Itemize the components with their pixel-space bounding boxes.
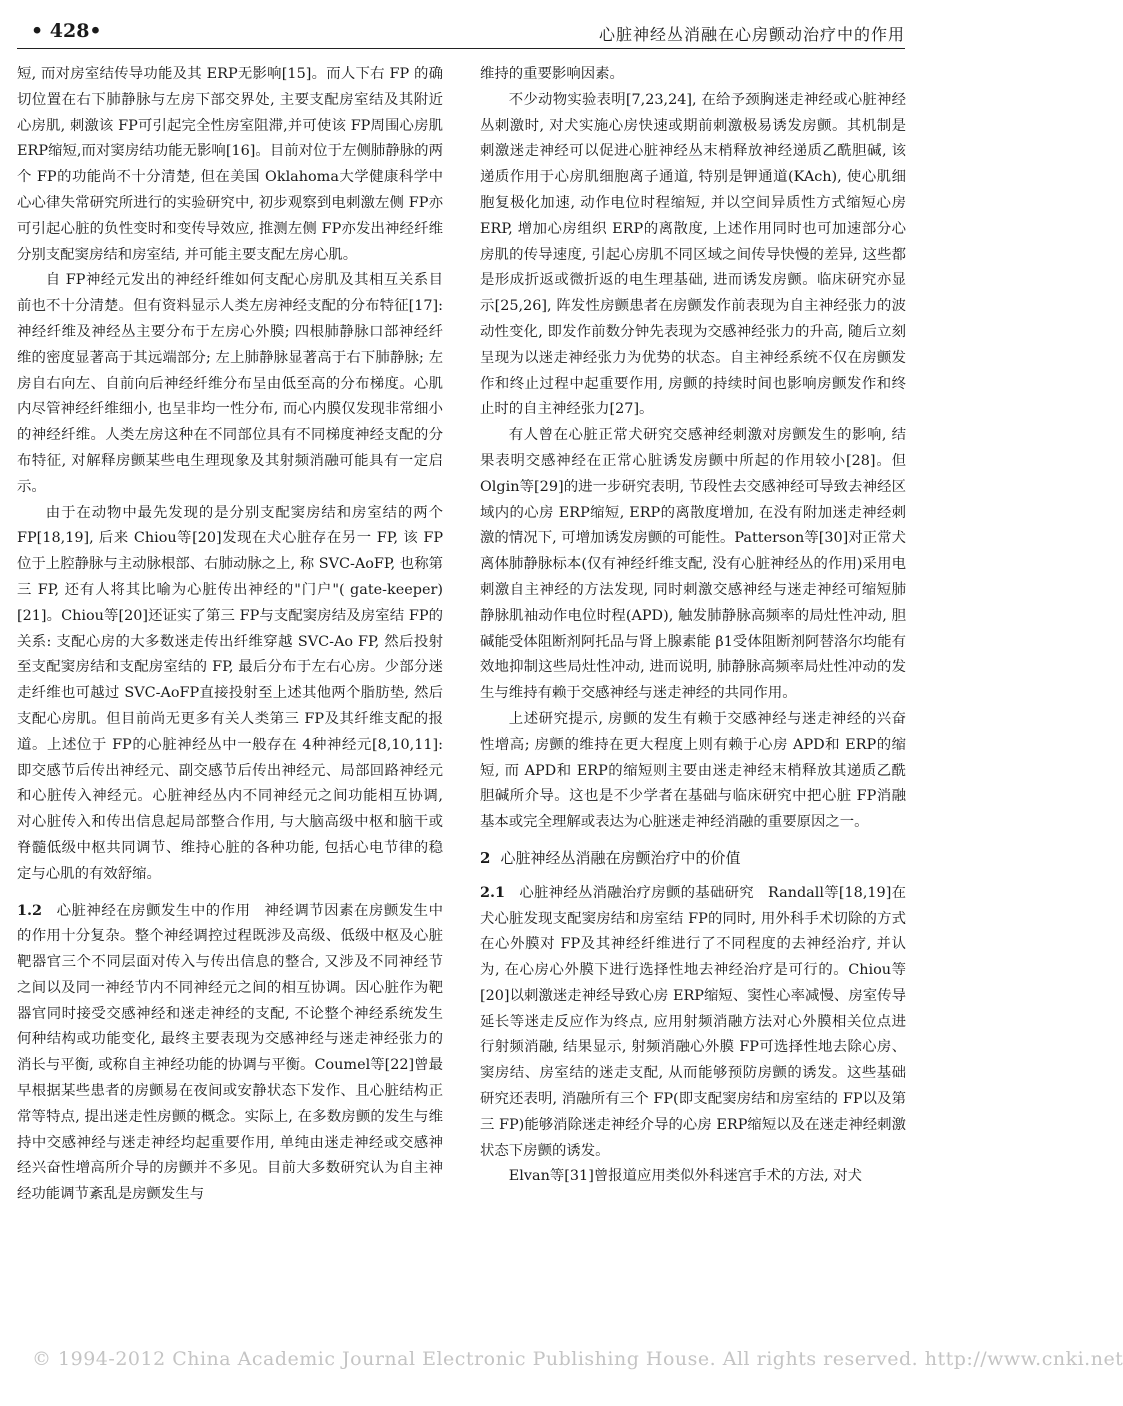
section-2-heading bbox=[480, 846, 906, 872]
page-number: • 428• bbox=[31, 20, 102, 42]
paragraph: 有人曾在心脏正常犬研究交感神经刺激对房颤发生的影响, 结果表明交感神经在正常心脏诱发房颤中所起的作用较小[28]。但 Olgin等[29]的进一步研究表明, 节段性去交感神经可导致去神经区域内的心房 ERP缩短, ERP的离散度增加, 在没有附加迷走神经刺激的情况下, 可增加诱发房颤的可能性。Patterson等[30]对正常犬离体肺静脉标本(仅有神经纤维支配, 没有心脏神经丛的作用)采用电刺激自主神经的方法发现, 同时刺激交感神经与迷走神经可缩短肺静脉肌袖动作电位时程(APD), 触发肺静脉高频率的局灶性冲动, 胆碱能受体阻断剂阿托品与肾上腺素能 β1受体阻断剂阿替洛尔均能有效地抑制这些局灶性冲动, 进而说明, 肺静脉高频率局灶性冲动的发生与维持有赖于交感神经与迷走神经的共同作用。 bbox=[480, 427, 906, 702]
page-header bbox=[17, 14, 905, 49]
subsection-2-1 bbox=[480, 880, 906, 1165]
paragraph: 不少动物实验表明[7,23,24], 在给予颈胸迷走神经或心脏神经丛刺激时, 对犬实施心房快速或期前刺激极易诱发房颤。其机制是刺激迷走神经可以促进心脏神经丛末梢释放神经递质乙酰胆碱, 该递质作用于心房肌细胞离子通道, 特别是钾通道(KAch), 使心肌细胞复极化加速, 动作电位时程缩短, 并以空间异质性方式缩短心房 ERP, 增加心房组织 ERP的离散度, 上述作用同时也可加速部分心房肌的传导速度, 引起心房肌不同区域之间传导快慢的差异, 这些都是形成折返或微折返的电生理基础, 进而诱发房颤。临床研究亦显示[25,26], 阵发性房颤患者在房颤发作前表现为自主神经张力的波动性变化, 即发作前数分钟先表现为交感神经张力的升高, 随后立刻呈现为以迷走神经张力为优势的状态。自主神经系统不仅在房颤发作和终止过程中起重要作用, 房颤的持续时间也影响房颤发作和终止时的自主神经张力[27]。 bbox=[480, 91, 906, 418]
section-title: 心脏神经丛消融在房颤治疗中的价值 bbox=[500, 848, 741, 867]
paragraph: 自 FP神经元发出的神经纤维如何支配心房肌及其相互关系目前也不十分清楚。但有资料显示人类左房神经支配的分布特征[17]: 神经纤维及神经丛主要分布于左房心外膜; 四根肺静脉口部神经纤维的密度显著高于其远端部分; 左上肺静脉显著高于右下肺静脉; 左房自右向左、自前向后神经纤维分布呈由低至高的分布梯度。心肌内尽管神经纤维细小, 也呈非均一性分布, 而心内膜仅发现非常细小的神经纤维。人类左房这种在不同部位具有不同梯度神经支配的分布特征, 对解释房颤某些电生理现象及其射频消融可能具有一定启示。 bbox=[17, 272, 443, 495]
section-number: 1.2 bbox=[17, 901, 43, 919]
paragraph: 由于在动物中最先发现的是分别支配窦房结和房室结的两个 FP[18,19], 后来 Chiou等[20]发现在犬心脏存在另一 FP, 该 FP位于上腔静脉与主动脉根部、右肺动脉之上, 称 SVC-AoFP, 也称第三 FP, 还有人将其比喻为心脏传出神经的"门户"( gate-keeper)[21]。Chiou等[20]还证实了第三 FP与支配窦房结及房室结 FP的关系: 支配心房的大多数迷走传出纤维穿越 SVC-Ao FP, 然后投射至支配窦房结和支配房室结的 FP, 最后分布于左右心房。少部分迷走纤维也可越过 SVC-AoFP直接投射至上述其他两个脂肪垫, 然后支配心房肌。但目前尚无更多有关人类第三 FP及其纤维支配的报道。上述位于 FP的心脏神经丛中一般存在 4种神经元[8,10,11]: 即交感节后传出神经元、副交感节后传出神经元、局部回路神经元和心脏传入神经元。心脏神经丛内不同神经元之间功能相互协调, 对心脏传入和传出信息起局部整合作用, 与大脑高级中枢和脑干或脊髓低级中枢共同调节、维持心脏的各种功能, 包括心电节律的稳定与心肌的有效舒缩。 bbox=[17, 504, 443, 882]
section-body: 神经调节因素在房颤发生中的作用十分复杂。整个神经调控过程既涉及高级、低级中枢及心脏靶器官三个不同层面对传入与传出信息的整合, 又涉及不同神经节之间以及同一神经节内不同神经元之间的相互协调。因心脏作为靶器官同时接受交感神经和迷走神经的支配, 不论整个神经系统发生何种结构或功能变化, 最终主要表现为交感神经与迷走神经张力的消长与平衡, 或称自主神经功能的协调与平衡。Coumel等[22]曾最早根据某些患者的房颤易在夜间或安静状态下发作、且心脏结构正常等特点, 提出迷走性房颤的概念。实际上, 在多数房颤的发生与维持中交感神经与迷走神经均起重要作用, 单纯由迷走神经或交感神经兴奋性增高所介导的房颤并不多见。目前大多数研究认为自主神经功能调节紊乱是房颤发生与 bbox=[17, 902, 443, 1203]
subsection-1-2 bbox=[17, 898, 443, 1209]
section-title: 心脏神经丛消融治疗房颤的基础研究 bbox=[519, 884, 754, 901]
paragraph: 维持的重要影响因素。 bbox=[480, 66, 624, 82]
paragraph: 短, 而对房室结传导功能及其 ERP无影响[15]。而人下右 FP 的确切位置在右下肺静脉与左房下部交界处, 主要支配房室结及其附近心房肌, 刺激该 FP可引起完全性房室阻滞,并可使该 FP周围心房肌 ERP缩短,而对窦房结功能无影响[16]。目前对位于左侧肺静脉的两个 FP的功能尚不十分清楚, 但在美国 Oklahoma大学健康科学中心心律失常研究所进行的实验研究中, 初步观察到电刺激左侧 FP亦可引起心脏的负性变时和变传导效应, 推测左侧 FP亦发出神经纤维分别支配窦房结和房室结, 并可能主要支配左房心肌。 bbox=[17, 66, 443, 263]
copyright-watermark: © 1994-2012 China Academic Journal Electronic Publishing House. All rights reserved. http://www.cnki.net bbox=[32, 1348, 1123, 1370]
section-title: 心脏神经在房颤发生中的作用 bbox=[56, 902, 251, 919]
right-column bbox=[480, 62, 906, 1190]
section-number: 2.1 bbox=[480, 883, 506, 901]
left-column bbox=[17, 62, 443, 1208]
paragraph: Elvan等[31]曾报道应用类似外科迷宫手术的方法, 对犬 bbox=[508, 1168, 862, 1185]
paragraph: 上述研究提示, 房颤的发生有赖于交感神经与迷走神经的兴奋性增高; 房颤的维持在更大程度上则有赖于心房 APD和 ERP的缩短, 而 APD和 ERP的缩短则主要由迷走神经末梢释放其递质乙酰胆碱所介导。这也是不少学者在基础与临床研究中把心脏 FP消融基本或完全理解或表达为心脏迷走神经消融的重要原因之一。 bbox=[480, 710, 906, 831]
section-number: 2 bbox=[480, 848, 491, 867]
running-title: 心脏神经丛消融在心房颤动治疗中的作用 bbox=[598, 25, 905, 44]
section-body: Randall等[18,19]在犬心脏发现支配窦房结和房室结 FP的同时, 用外科手术切除的方式在心外膜对 FP及其神经纤维进行了不同程度的去神经治疗, 并认为, 在心房心外膜下进行选择性地去神经治疗是可行的。Chiou等[20]以刺激迷走神经导致心房 ERP缩短、窦性心率减慢、房室传导延长等迷走反应作为终点, 应用射频消融方法对心外膜相关位点进行射频消融, 结果显示, 射频消融心外膜 FP可选择性地去除心房、窦房结、房室结的迷走支配, 从而能够预防房颤的诱发。这些基础研究还表明, 消融所有三个 FP(即支配窦房结和房室结的 FP以及第三 FP)能够消除迷走神经介导的心房 ERP缩短以及在迷走神经刺激状态下房颤的诱发。 bbox=[480, 884, 906, 1159]
